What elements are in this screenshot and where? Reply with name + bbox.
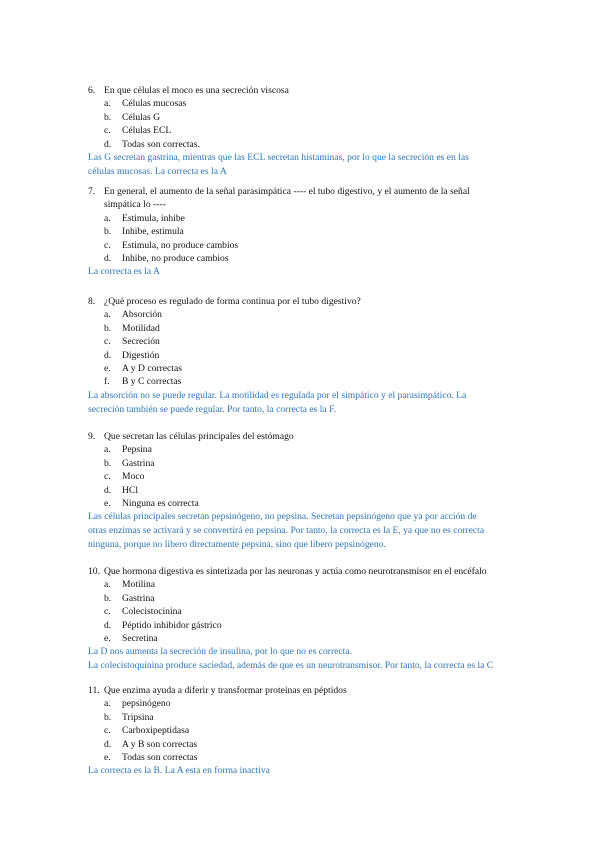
option-letter: e. xyxy=(104,752,111,763)
option-text: Inhibe, no produce cambios xyxy=(122,253,229,264)
question-text: En que células el moco es una secreción viscosa xyxy=(104,85,289,96)
option-text: Células mucosas xyxy=(122,98,187,110)
option-text: HCl xyxy=(122,484,138,496)
option-text: Moco xyxy=(122,471,145,483)
option-letter: a. xyxy=(104,212,111,224)
answer-text: Las G secretan gastrina, mientras que las ECL secretan histaminas, por lo que la secreción es en las xyxy=(88,152,469,163)
question-number: 7. xyxy=(88,186,96,197)
option-letter: f. xyxy=(104,376,110,388)
answer-text: La absorción no se puede regular. La motilidad es regulada por el simpático y el parasimpático. La xyxy=(88,389,467,401)
option-letter: c. xyxy=(104,725,111,737)
option-letter: a. xyxy=(104,444,111,456)
option-letter: e. xyxy=(104,498,111,509)
option-text: Péptido inhibidor gástrico xyxy=(122,619,222,631)
option-letter: d. xyxy=(104,738,112,750)
option-letter: d. xyxy=(104,484,112,496)
option-letter: b. xyxy=(104,592,112,604)
option-text: A y D correctas xyxy=(122,363,182,374)
option-letter: b. xyxy=(104,226,112,238)
question-text: Que secretan las células principales del estómago xyxy=(104,431,294,442)
answer-text: La correcta es la A xyxy=(88,266,160,278)
option-text: Células G xyxy=(122,111,161,123)
option-text: Colecistocinina xyxy=(122,606,182,618)
answer-text: otras enzimas se activará y se convertirá en pepsina. Por tanto, la correcta es la E, ya que no es correcta xyxy=(88,525,485,537)
option-letter: e. xyxy=(104,363,111,374)
option-letter: a. xyxy=(104,98,111,110)
question-text: Que hormona digestiva es sintetizada por las neuronas y actúa como neurotransmisor en el encéfalo xyxy=(104,566,487,577)
option-text: Carboxipeptidasa xyxy=(122,725,190,737)
option-letter: b. xyxy=(104,457,112,469)
option-text: Gastrina xyxy=(122,457,155,469)
option-letter: c. xyxy=(104,471,111,483)
option-text: Motilina xyxy=(122,579,156,591)
option-text: Células ECL xyxy=(122,125,172,137)
option-letter: d. xyxy=(104,138,112,150)
option-letter: c. xyxy=(104,239,111,251)
question-text: ¿Qué proceso es regulado de forma continua por el tubo digestivo? xyxy=(104,296,361,307)
option-text: Todas son correctas. xyxy=(122,138,200,150)
option-letter: d. xyxy=(104,253,112,264)
question-text: En general, el aumento de la señal parasimpática ---- el tubo digestivo, y el aumento de la señal xyxy=(104,186,470,197)
answer-text: ninguna, porque no libero directamente pepsina, sino que libero pepsinógeno. xyxy=(88,539,386,551)
answer-text: La D nos aumenta la secreción de insulina, por lo que no es correcta. xyxy=(88,646,352,658)
option-letter: b. xyxy=(104,111,112,123)
option-text: Motilidad xyxy=(122,322,160,334)
option-text: Pepsina xyxy=(122,444,152,456)
question-text: Que enzima ayuda a diferir y transformar proteínas en péptidos xyxy=(104,685,347,696)
answer-text: Las células principales secretan pepsinógeno, no pepsina. Secretan pepsinógeno que ya por acción de xyxy=(88,511,477,523)
option-letter: e. xyxy=(104,633,111,644)
option-text: Absorción xyxy=(122,309,162,321)
option-letter: a. xyxy=(104,309,111,321)
option-letter: d. xyxy=(104,349,112,361)
option-text: Digestión xyxy=(122,349,160,361)
option-text: pepsinógeno xyxy=(122,698,171,710)
option-letter: a. xyxy=(104,698,111,710)
option-letter: a. xyxy=(104,579,111,591)
option-text: Gastrina xyxy=(122,592,155,604)
question-number: 8. xyxy=(88,296,96,307)
question-number: 10. xyxy=(88,566,100,577)
option-text: B y C correctas xyxy=(122,376,182,388)
question-number: 9. xyxy=(88,431,96,442)
answer-text: La correcta es la B. La A esta en forma inactiva xyxy=(88,765,270,777)
option-text: Ninguna es correcta xyxy=(122,498,199,509)
option-letter: c. xyxy=(104,336,111,348)
answer-text: células mucosas. La correcta es la A xyxy=(88,166,227,177)
option-letter: b. xyxy=(104,322,112,334)
option-text: Tripsina xyxy=(122,711,154,723)
option-text: Estimula, inhibe xyxy=(122,212,185,224)
option-text: Todas son correctas xyxy=(122,752,198,763)
answer-text: La colecistoquinina produce saciedad, además de que es un neurotransmisor. Por tanto, la correcta es la C xyxy=(88,660,494,672)
option-letter: c. xyxy=(104,125,111,137)
option-letter: c. xyxy=(104,606,111,618)
option-text: Secretina xyxy=(122,633,158,644)
option-text: Estimula, no produce cambios xyxy=(122,239,239,251)
question-number: 11. xyxy=(88,685,100,696)
question-text: simpática lo ---- xyxy=(104,199,166,211)
answer-text: secreción también se puede regular. Por tanto, la correcta es la F. xyxy=(88,403,337,415)
option-text: Secreción xyxy=(122,336,160,348)
option-letter: b. xyxy=(104,711,112,723)
option-text: A y B son correctas xyxy=(122,738,198,750)
question-number: 6. xyxy=(88,85,96,96)
option-text: Inhibe, estimula xyxy=(122,226,184,238)
option-letter: d. xyxy=(104,619,112,631)
